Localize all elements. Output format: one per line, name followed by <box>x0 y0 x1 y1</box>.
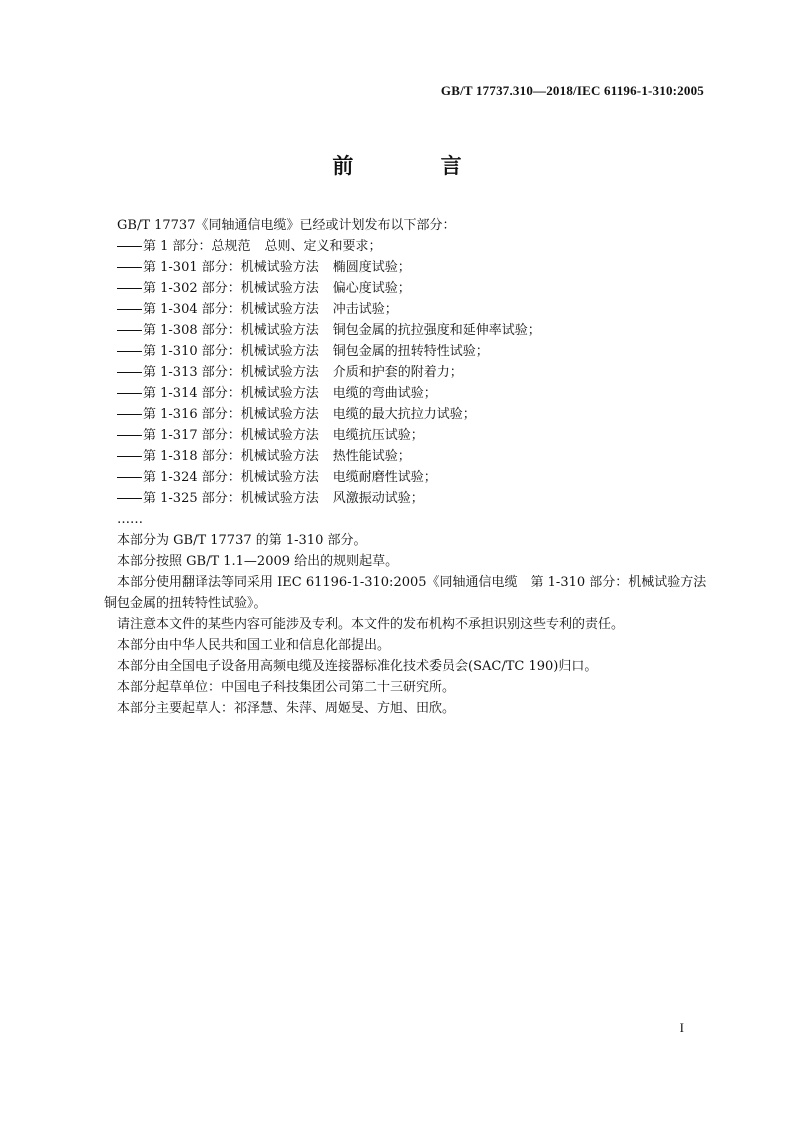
em-dash-bullet <box>117 236 143 257</box>
part-topic: 风激振动试验； <box>332 491 424 506</box>
em-dash-bullet <box>117 425 143 446</box>
part-label: 第 1-304 部分：机械试验方法 <box>143 302 319 317</box>
em-dash-bullet <box>117 383 143 404</box>
em-dash-bullet <box>117 404 143 425</box>
part-item-1-301 <box>104 257 706 278</box>
part-label: 第 1-316 部分：机械试验方法 <box>143 407 319 422</box>
part-topic: 电缆的弯曲试验； <box>332 386 437 401</box>
paragraph-drafters: 本部分主要起草人：祁泽慧、朱萍、周姬旻、方旭、田欣。 <box>117 701 456 716</box>
paragraph-drafting-rules: 本部分按照 GB/T 1.1—2009 给出的规则起草。 <box>117 554 399 569</box>
page-title: 前 言 <box>332 154 502 178</box>
document-code-header: GB/T 17737.310—2018/IEC 61196-1-310:2005 <box>440 83 704 98</box>
em-dash-bullet <box>117 362 143 383</box>
part-label: 第 1-317 部分：机械试验方法 <box>143 428 319 443</box>
paragraph-adoption-line-2: 铜包金属的扭转特性试验》。 <box>104 596 267 611</box>
part-topic: 总则、定义和要求； <box>264 239 382 254</box>
paragraph-drafting-organization: 本部分起草单位：中国电子科技集团公司第二十三研究所。 <box>117 680 456 695</box>
part-item-1-316 <box>104 404 706 425</box>
part-item-1-304 <box>104 299 706 320</box>
part-item-1-314 <box>104 383 706 404</box>
em-dash-bullet <box>117 320 143 341</box>
part-item-1-325 <box>104 488 706 509</box>
part-item-1-310 <box>104 341 706 362</box>
paragraph-proposer: 本部分由中华人民共和国工业和信息化部提出。 <box>117 638 391 653</box>
list-ellipsis: …… <box>117 512 143 527</box>
part-item-1-317 <box>104 425 706 446</box>
em-dash-bullet <box>117 341 143 362</box>
part-label: 第 1-313 部分：机械试验方法 <box>143 365 319 380</box>
part-item-1-318 <box>104 446 706 467</box>
part-label: 第 1-324 部分：机械试验方法 <box>143 470 319 485</box>
em-dash-bullet <box>117 257 143 278</box>
part-topic: 电缆的最大抗拉力试验； <box>332 407 476 422</box>
part-label: 第 1 部分：总规范 <box>143 239 251 254</box>
part-label: 第 1-325 部分：机械试验方法 <box>143 491 319 506</box>
foreword-body <box>104 215 706 719</box>
page-number: I <box>679 1020 684 1035</box>
intro-line: GB/T 17737《同轴通信电缆》已经或计划发布以下部分： <box>117 218 456 233</box>
paragraph-technical-committee: 本部分由全国电子设备用高频电缆及连接器标准化技术委员会(SAC/TC 190)归口。 <box>117 659 598 674</box>
em-dash-bullet <box>117 488 143 509</box>
part-item-1 <box>104 236 706 257</box>
part-item-1-324 <box>104 467 706 488</box>
part-item-1-302 <box>104 278 706 299</box>
part-label: 第 1-318 部分：机械试验方法 <box>143 449 319 464</box>
part-topic: 冲击试验； <box>332 302 398 317</box>
part-topic: 介质和护套的附着力； <box>332 365 463 380</box>
part-topic: 铜包金属的抗拉强度和延伸率试验； <box>332 323 541 338</box>
part-label: 第 1-302 部分：机械试验方法 <box>143 281 319 296</box>
paragraph-adoption-line-1: 本部分使用翻译法等同采用 IEC 61196-1-310:2005《同轴通信电缆 第 1-310 部分：机械试验方法 <box>117 575 707 590</box>
em-dash-bullet <box>117 446 143 467</box>
paragraph-patent-notice: 请注意本文件的某些内容可能涉及专利。本文件的发布机构不承担识别这些专利的责任。 <box>117 617 625 632</box>
part-label: 第 1-314 部分：机械试验方法 <box>143 386 319 401</box>
part-label: 第 1-301 部分：机械试验方法 <box>143 260 319 275</box>
part-item-1-313 <box>104 362 706 383</box>
paragraph-part-number: 本部分为 GB/T 17737 的第 1-310 部分。 <box>117 533 367 548</box>
part-topic: 电缆抗压试验； <box>332 428 424 443</box>
part-label: 第 1-310 部分：机械试验方法 <box>143 344 319 359</box>
part-topic: 椭圆度试验； <box>332 260 411 275</box>
em-dash-bullet <box>117 299 143 320</box>
part-label: 第 1-308 部分：机械试验方法 <box>143 323 319 338</box>
part-item-1-308 <box>104 320 706 341</box>
em-dash-bullet <box>117 278 143 299</box>
part-topic: 热性能试验； <box>332 449 411 464</box>
part-topic: 电缆耐磨性试验； <box>332 470 437 485</box>
parts-list <box>104 236 706 509</box>
em-dash-bullet <box>117 467 143 488</box>
part-topic: 铜包金属的扭转特性试验； <box>332 344 489 359</box>
part-topic: 偏心度试验； <box>332 281 411 296</box>
